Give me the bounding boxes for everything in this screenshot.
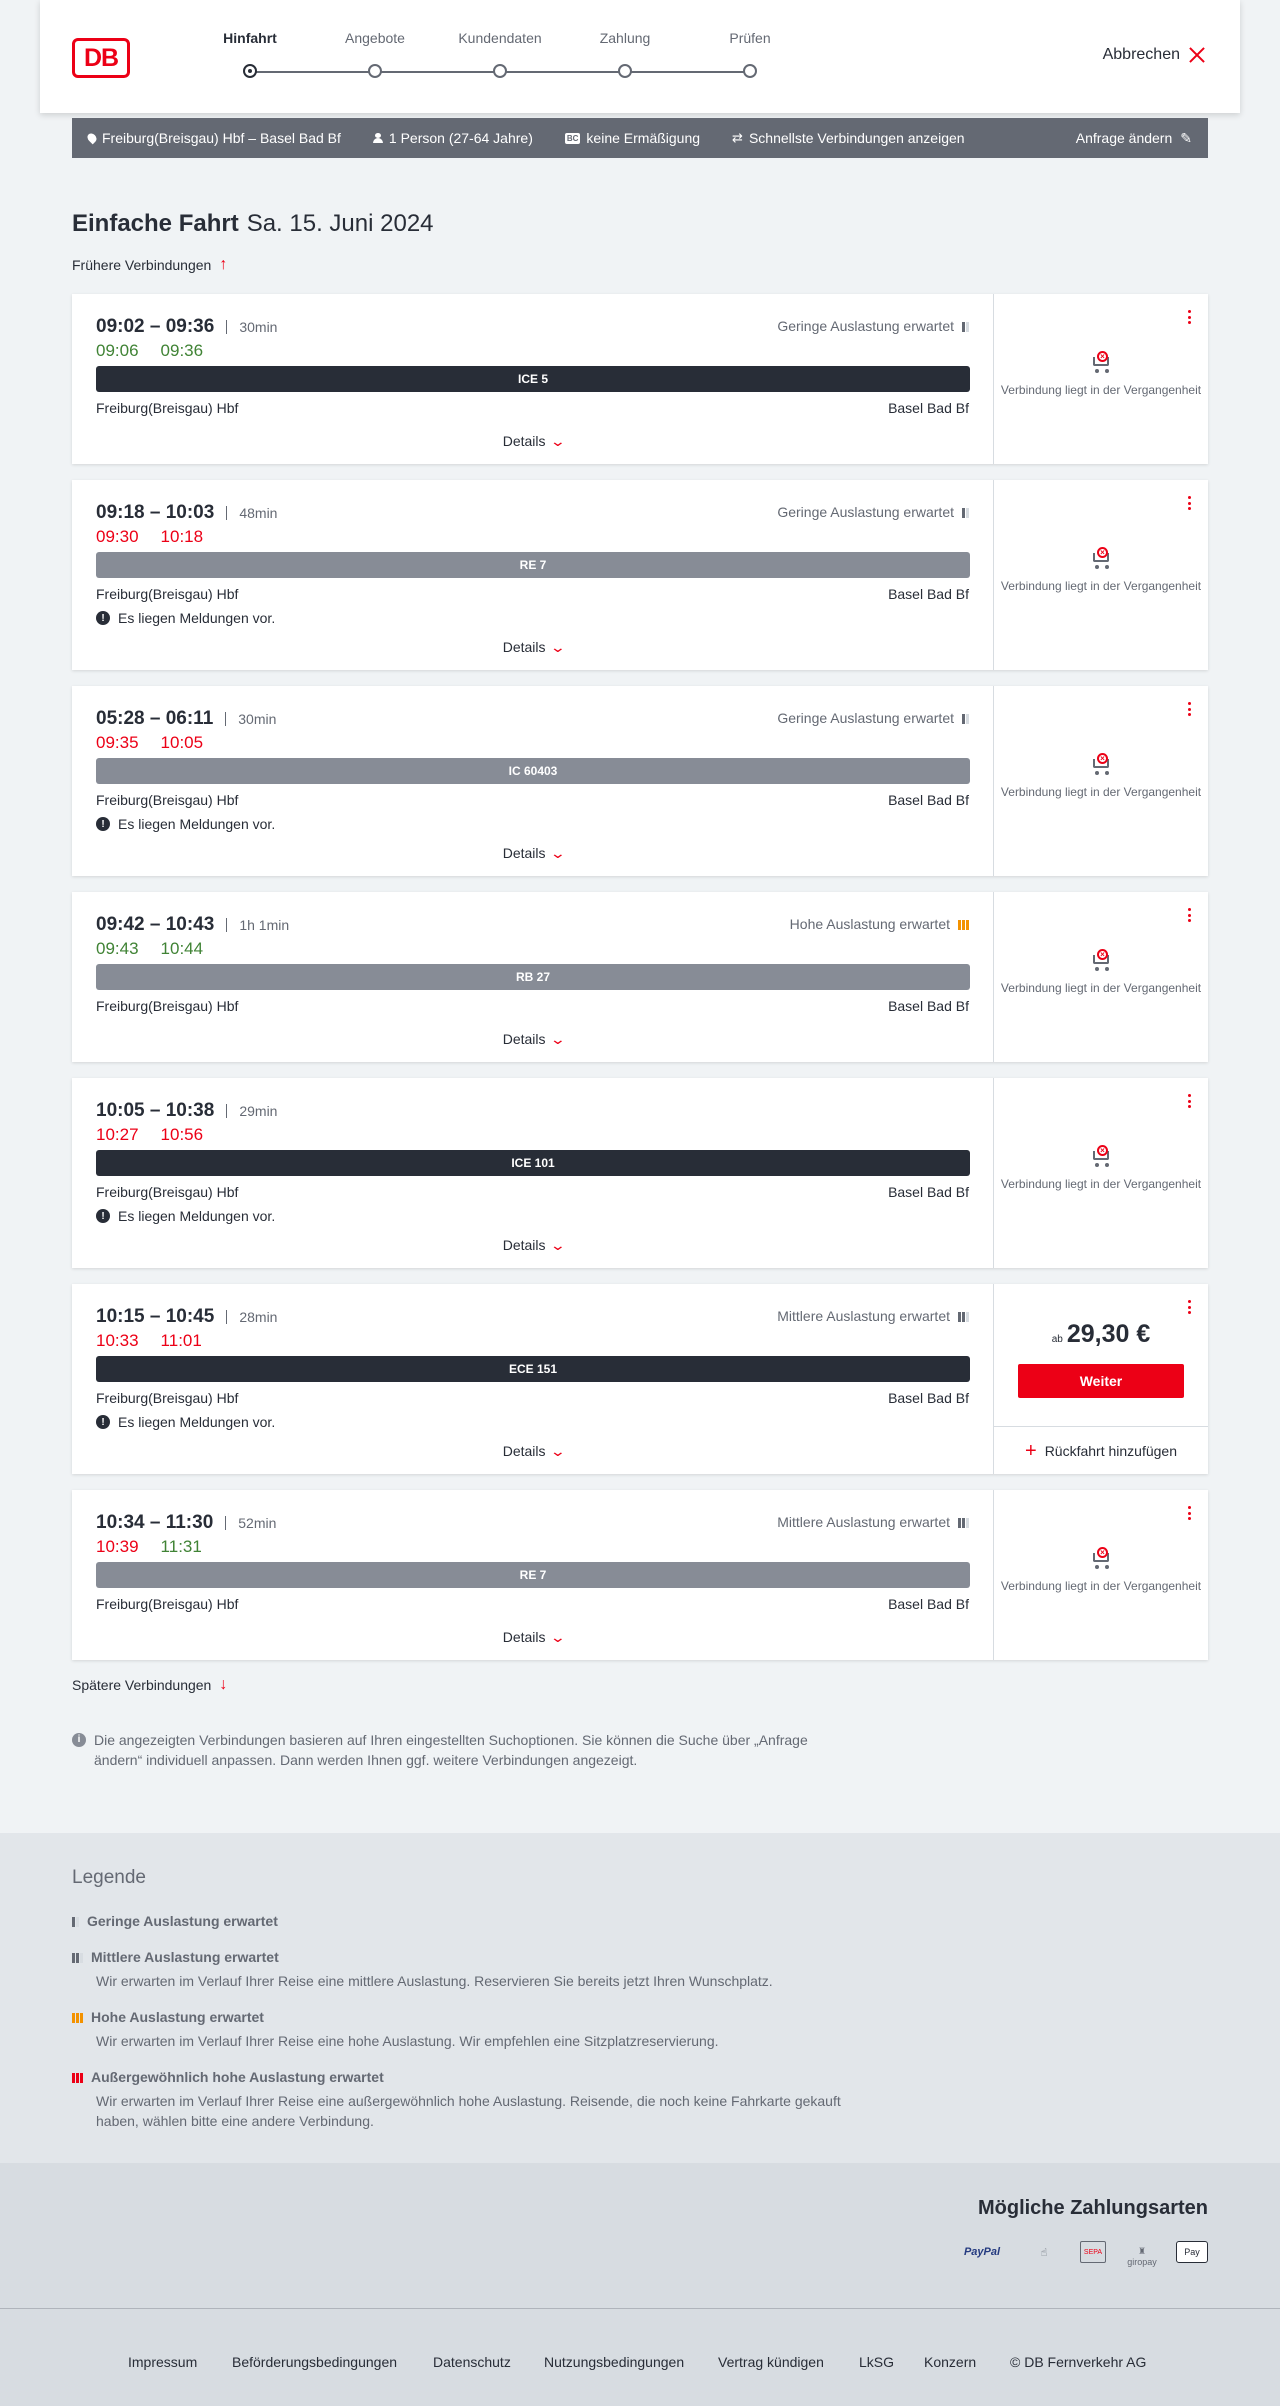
more-options-icon[interactable] xyxy=(1188,310,1192,324)
planned-times xyxy=(96,1512,276,1534)
legend-item-medium xyxy=(72,1949,856,1991)
step-kundendaten[interactable] xyxy=(440,30,560,46)
past-connection-text: Verbindung liegt in der Vergangenheit xyxy=(1000,383,1202,397)
more-options-icon[interactable] xyxy=(1188,496,1192,510)
planned-times xyxy=(96,316,277,338)
occupancy-text: Mittlere Auslastung erwartet xyxy=(777,1308,950,1324)
departure-station: Freiburg(Breisgau) Hbf xyxy=(96,1596,239,1612)
departure-station: Freiburg(Breisgau) Hbf xyxy=(96,1390,239,1406)
chevron-down-icon: ⌄ xyxy=(549,1629,566,1645)
offer-panel xyxy=(994,686,1208,876)
connection-card[interactable] xyxy=(72,892,1208,1062)
details-toggle[interactable] xyxy=(72,433,994,450)
legend-item-high xyxy=(72,2009,856,2051)
connection-card[interactable] xyxy=(72,294,1208,464)
offer-panel xyxy=(994,480,1208,670)
more-options-icon[interactable] xyxy=(1188,908,1192,922)
train-bar[interactable]: RE 7 xyxy=(96,1562,970,1588)
occupancy-icon xyxy=(958,1310,969,1322)
persons-summary xyxy=(373,130,533,146)
details-label: Details xyxy=(502,845,546,861)
realtime-departure: 09:06 xyxy=(96,341,139,360)
arrival-station: Basel Bad Bf xyxy=(888,400,969,416)
apple-pay-icon xyxy=(1176,2241,1208,2263)
duration: 52min xyxy=(225,1516,276,1530)
paypal-label: PayPal xyxy=(963,2246,1001,2258)
realtime-arrival: 11:01 xyxy=(160,1331,202,1350)
details-toggle[interactable] xyxy=(72,1443,994,1460)
past-connection-text: Verbindung liegt in der Vergangenheit xyxy=(1000,785,1202,799)
price-value: 29,30 € xyxy=(1066,1320,1151,1348)
occupancy-icon xyxy=(962,320,969,332)
details-label: Details xyxy=(502,1237,546,1253)
step-angebote[interactable] xyxy=(315,30,435,46)
details-label: Details xyxy=(502,1629,546,1645)
train-bar[interactable]: RE 7 xyxy=(96,552,970,578)
occupancy-text: Geringe Auslastung erwartet xyxy=(777,710,954,726)
change-label: Anfrage ändern xyxy=(1075,130,1173,146)
alert-icon: ! xyxy=(96,611,110,625)
bahncard-icon: BC xyxy=(566,133,579,143)
step-dot xyxy=(243,64,257,78)
header xyxy=(40,0,1240,113)
connection-card[interactable] xyxy=(72,1490,1208,1660)
realtime-times xyxy=(96,341,203,361)
train-bar[interactable]: IC 60403 xyxy=(96,758,970,784)
planned-times xyxy=(96,502,277,524)
pencil-icon: ✎ xyxy=(1180,129,1192,146)
realtime-times xyxy=(96,733,203,753)
message-text: Es liegen Meldungen vor. xyxy=(118,1414,276,1430)
details-toggle[interactable] xyxy=(72,1629,994,1646)
realtime-arrival: 10:56 xyxy=(160,1125,204,1144)
step-zahlung[interactable] xyxy=(565,30,685,46)
message-notice xyxy=(96,816,275,832)
step-dot xyxy=(618,64,632,78)
earlier-label: Frühere Verbindungen xyxy=(72,257,212,273)
occupancy-info xyxy=(777,1514,969,1530)
add-return-button[interactable] xyxy=(994,1426,1208,1474)
connection-details xyxy=(72,294,994,464)
occupancy-icon xyxy=(958,1516,969,1528)
time-range: 10:05 – 10:38 xyxy=(96,1100,215,1121)
time-range: 09:02 – 09:36 xyxy=(96,316,215,337)
footer-link-impressum[interactable]: Impressum xyxy=(128,2354,198,2370)
realtime-times xyxy=(96,1537,202,1557)
realtime-departure: 09:30 xyxy=(96,527,139,546)
paypal-icon xyxy=(952,2241,1012,2263)
time-range: 10:34 – 11:30 xyxy=(96,1512,214,1533)
legend-item-title: Mittlere Auslastung erwartet xyxy=(91,1949,279,1965)
message-text: Es liegen Meldungen vor. xyxy=(118,816,276,832)
realtime-times xyxy=(96,1125,203,1145)
planned-times xyxy=(96,708,276,730)
time-range: 05:28 – 06:11 xyxy=(96,708,214,729)
realtime-departure: 09:43 xyxy=(96,939,139,958)
chevron-down-icon: ⌄ xyxy=(549,639,566,655)
return-label: Rückfahrt hinzufügen xyxy=(1044,1442,1177,1459)
info-text: Die angezeigten Verbindungen basieren auf Ihren eingestellten Suchoptionen. Sie können die Suche über „Anfrage ändern“ individuell anpassen. Dann werden Ihnen ggf. weitere Verbindungen angezeigt. xyxy=(94,1732,808,1768)
occupancy-info xyxy=(777,1308,969,1324)
trip-type: Einfache Fahrt xyxy=(72,210,239,237)
arrival-station: Basel Bad Bf xyxy=(888,998,969,1014)
arrival-station: Basel Bad Bf xyxy=(888,1184,969,1200)
departure-station: Freiburg(Breisgau) Hbf xyxy=(96,792,239,808)
realtime-departure: 10:39 xyxy=(96,1537,139,1556)
arrival-station: Basel Bad Bf xyxy=(888,1390,969,1406)
later-label: Spätere Verbindungen xyxy=(72,1677,212,1693)
realtime-departure: 09:35 xyxy=(96,733,139,752)
realtime-departure: 10:27 xyxy=(96,1125,139,1144)
arrival-station: Basel Bad Bf xyxy=(888,1596,969,1612)
applepay-label: Pay xyxy=(1184,2247,1200,2257)
legend-title: Legende xyxy=(72,1867,146,1888)
footer-link-kuendigen[interactable]: Vertrag kündigen xyxy=(718,2354,824,2370)
arrow-up-icon: ↑ xyxy=(219,256,228,273)
step-label: Prüfen xyxy=(729,30,771,46)
giropay-label: giropay xyxy=(1127,2256,1157,2267)
route-text: Freiburg(Breisgau) Hbf – Basel Bad Bf xyxy=(102,130,341,146)
legend-item-text: Wir erwarten im Verlauf Ihrer Reise eine hohe Auslastung. Wir empfehlen eine Sitzplatzreservierung. xyxy=(96,2033,719,2049)
extreme-occupancy-icon xyxy=(72,2071,83,2083)
later-connections-link[interactable] xyxy=(72,1676,227,1694)
realtime-times xyxy=(96,1331,202,1351)
realtime-arrival: 09:36 xyxy=(160,341,204,360)
search-summary-bar xyxy=(72,118,1208,158)
step-pruefen[interactable] xyxy=(690,30,810,46)
chevron-down-icon: ⌄ xyxy=(549,433,566,449)
step-dot xyxy=(743,64,757,78)
arrow-down-icon: ↓ xyxy=(219,1676,228,1693)
duration: 48min xyxy=(226,506,277,520)
duration: 30min xyxy=(225,712,276,726)
location-pin-icon xyxy=(86,132,99,145)
planned-times xyxy=(96,914,289,936)
details-toggle[interactable] xyxy=(72,1031,994,1048)
connection-details xyxy=(72,686,994,876)
details-label: Details xyxy=(502,1443,546,1459)
connection-card[interactable] xyxy=(72,480,1208,670)
legend-item-text: Wir erwarten im Verlauf Ihrer Reise eine außergewöhnlich hohe Auslastung. Reisende, die noch keine Fahrkarte gekauft haben, wählen bitte eine andere Verbindung. xyxy=(96,2093,841,2129)
cart-unavailable-icon: × xyxy=(1089,547,1113,569)
planned-times xyxy=(96,1306,277,1328)
option-summary xyxy=(732,130,965,146)
departure-station: Freiburg(Breisgau) Hbf xyxy=(96,400,239,416)
alert-icon: ! xyxy=(96,1415,110,1429)
realtime-arrival: 10:44 xyxy=(160,939,204,958)
details-toggle[interactable] xyxy=(72,1237,994,1254)
realtime-arrival: 11:31 xyxy=(160,1537,202,1556)
occupancy-text: Geringe Auslastung erwartet xyxy=(777,504,954,520)
occupancy-icon xyxy=(962,506,969,518)
occupancy-text: Mittlere Auslastung erwartet xyxy=(777,1514,950,1530)
info-note xyxy=(72,1730,852,1770)
legend xyxy=(0,1833,1280,2163)
train-bar[interactable]: ECE 151 xyxy=(96,1356,970,1382)
occupancy-info xyxy=(777,318,969,334)
arrival-station: Basel Bad Bf xyxy=(888,792,969,808)
price xyxy=(994,1320,1208,1349)
price-prefix: ab xyxy=(1051,1334,1063,1345)
duration: 30min xyxy=(226,320,277,334)
offer-panel xyxy=(994,892,1208,1062)
offer-panel xyxy=(994,1490,1208,1660)
realtime-departure: 10:33 xyxy=(96,1331,139,1350)
past-connection-text: Verbindung liegt in der Vergangenheit xyxy=(1000,1177,1202,1191)
arrival-station: Basel Bad Bf xyxy=(888,586,969,602)
offer-panel xyxy=(994,294,1208,464)
option-text: Schnellste Verbindungen anzeigen xyxy=(748,130,965,146)
card-payment-icon: ☝ xyxy=(1040,2246,1048,2259)
sepa-label: SEPA xyxy=(1083,2248,1103,2256)
more-options-icon[interactable] xyxy=(1188,1094,1192,1108)
alert-icon: ! xyxy=(96,1209,110,1223)
offer-panel xyxy=(994,1284,1208,1474)
cart-unavailable-icon: × xyxy=(1089,351,1113,373)
departure-station: Freiburg(Breisgau) Hbf xyxy=(96,586,239,602)
realtime-arrival: 10:18 xyxy=(160,527,204,546)
details-label: Details xyxy=(502,1031,546,1047)
realtime-times xyxy=(96,939,203,959)
step-dot xyxy=(368,64,382,78)
train-bar[interactable]: ICE 101 xyxy=(96,1150,970,1176)
footer-link-nutzung[interactable]: Nutzungsbedingungen xyxy=(544,2354,685,2370)
more-options-icon[interactable] xyxy=(1188,702,1192,716)
connection-card[interactable] xyxy=(72,1078,1208,1268)
details-toggle[interactable] xyxy=(72,845,994,862)
cart-unavailable-icon: × xyxy=(1089,1145,1113,1167)
legend-item-title: Hohe Auslastung erwartet xyxy=(91,2009,264,2025)
occupancy-info xyxy=(777,710,969,726)
step-hinfahrt[interactable] xyxy=(190,30,310,46)
message-text: Es liegen Meldungen vor. xyxy=(118,610,276,626)
chevron-down-icon: ⌄ xyxy=(549,1443,566,1459)
trip-date: Sa. 15. Juni 2024 xyxy=(246,210,434,237)
medium-occupancy-icon xyxy=(72,1951,83,1963)
high-occupancy-icon xyxy=(72,2011,83,2023)
connection-details xyxy=(72,1284,994,1474)
occupancy-info xyxy=(790,916,969,932)
continue-button[interactable]: Weiter xyxy=(1018,1364,1184,1398)
connection-card[interactable] xyxy=(72,686,1208,876)
step-label: Kundendaten xyxy=(458,30,542,46)
more-options-icon[interactable] xyxy=(1188,1506,1192,1520)
realtime-times xyxy=(96,527,203,547)
duration: 1h 1min xyxy=(226,918,289,932)
progress-steps xyxy=(180,30,780,90)
past-connection-text: Verbindung liegt in der Vergangenheit xyxy=(1000,1579,1202,1593)
connection-details xyxy=(72,892,994,1062)
offer-panel xyxy=(994,1078,1208,1268)
step-dot xyxy=(493,64,507,78)
step-label: Angebote xyxy=(345,30,405,46)
message-notice xyxy=(96,1414,275,1430)
time-range: 10:15 – 10:45 xyxy=(96,1306,215,1327)
payment-methods xyxy=(0,2163,1280,2308)
time-range: 09:42 – 10:43 xyxy=(96,914,215,935)
occupancy-text: Hohe Auslastung erwartet xyxy=(789,916,950,932)
details-label: Details xyxy=(502,433,546,449)
payment-title: Mögliche Zahlungsarten xyxy=(977,2197,1208,2219)
connection-details xyxy=(72,480,994,670)
legend-item-low xyxy=(72,1913,278,1929)
occupancy-text: Geringe Auslastung erwartet xyxy=(777,318,954,334)
chevron-down-icon: ⌄ xyxy=(549,1031,566,1047)
swap-arrows-icon: ⇄ xyxy=(732,130,743,145)
sepa-icon xyxy=(1080,2241,1106,2263)
plus-icon: + xyxy=(1025,1439,1037,1462)
message-notice xyxy=(96,610,275,626)
train-bar[interactable]: RB 27 xyxy=(96,964,970,990)
train-bar[interactable]: ICE 5 xyxy=(96,366,970,392)
earlier-connections-link[interactable] xyxy=(72,256,227,274)
close-icon xyxy=(1188,46,1206,64)
discount-text: keine Ermäßigung xyxy=(586,130,701,146)
route-summary xyxy=(88,130,341,146)
persons-text: 1 Person (27-64 Jahre) xyxy=(388,130,533,146)
step-label: Zahlung xyxy=(599,30,651,46)
cancel-label: Abbrechen xyxy=(1102,46,1180,63)
chevron-down-icon: ⌄ xyxy=(549,845,566,861)
footer-copyright: © DB Fernverkehr AG xyxy=(1010,2354,1147,2370)
message-text: Es liegen Meldungen vor. xyxy=(118,1208,276,1224)
change-request-button[interactable] xyxy=(1076,130,1192,147)
past-connection-text: Verbindung liegt in der Vergangenheit xyxy=(1000,579,1202,593)
departure-station: Freiburg(Breisgau) Hbf xyxy=(96,1184,239,1200)
connection-details xyxy=(72,1490,994,1660)
message-notice xyxy=(96,1208,275,1224)
connection-details xyxy=(72,1078,994,1268)
details-label: Details xyxy=(502,639,546,655)
db-logo[interactable]: DB xyxy=(72,38,130,78)
details-toggle[interactable] xyxy=(72,639,994,656)
occupancy-icon xyxy=(962,712,969,724)
cart-unavailable-icon: × xyxy=(1089,1547,1113,1569)
footer-link-konzern[interactable]: Konzern xyxy=(924,2354,977,2370)
occupancy-info xyxy=(777,504,969,520)
giropay-glyph: ♜ xyxy=(1137,2245,1147,2256)
step-label: Hinfahrt xyxy=(223,30,277,46)
footer xyxy=(0,2308,1280,2406)
legend-item-text: Wir erwarten im Verlauf Ihrer Reise eine mittlere Auslastung. Reservieren Sie bereits jetzt Ihren Wunschplatz. xyxy=(96,1973,773,1989)
connection-card[interactable] xyxy=(72,1284,1208,1474)
occupancy-icon xyxy=(958,918,969,930)
low-occupancy-icon xyxy=(72,1915,79,1927)
duration: 28min xyxy=(226,1310,277,1324)
departure-station: Freiburg(Breisgau) Hbf xyxy=(96,998,239,1014)
legend-item-title: Außergewöhnlich hohe Auslastung erwartet xyxy=(91,2069,384,2085)
footer-link-lksg[interactable]: LkSG xyxy=(859,2354,895,2370)
cancel-button[interactable] xyxy=(1103,46,1206,64)
legend-item-title: Geringe Auslastung erwartet xyxy=(87,1913,278,1929)
chevron-down-icon: ⌄ xyxy=(549,1237,566,1253)
info-icon: i xyxy=(72,1733,86,1747)
cart-unavailable-icon: × xyxy=(1089,753,1113,775)
more-options-icon[interactable] xyxy=(1188,1300,1192,1314)
past-connection-text: Verbindung liegt in der Vergangenheit xyxy=(1000,981,1202,995)
footer-link-befoerderung[interactable]: Beförderungsbedingungen xyxy=(232,2354,398,2370)
legend-item-extreme xyxy=(72,2069,856,2131)
duration: 29min xyxy=(226,1104,277,1118)
person-icon xyxy=(373,133,383,143)
discount-summary xyxy=(565,130,700,146)
planned-times xyxy=(96,1100,277,1122)
cart-unavailable-icon: × xyxy=(1089,949,1113,971)
time-range: 09:18 – 10:03 xyxy=(96,502,215,523)
giropay-icon xyxy=(1124,2241,1160,2271)
footer-link-datenschutz[interactable]: Datenschutz xyxy=(433,2354,511,2370)
page-title xyxy=(72,210,434,238)
alert-icon: ! xyxy=(96,817,110,831)
realtime-arrival: 10:05 xyxy=(160,733,204,752)
